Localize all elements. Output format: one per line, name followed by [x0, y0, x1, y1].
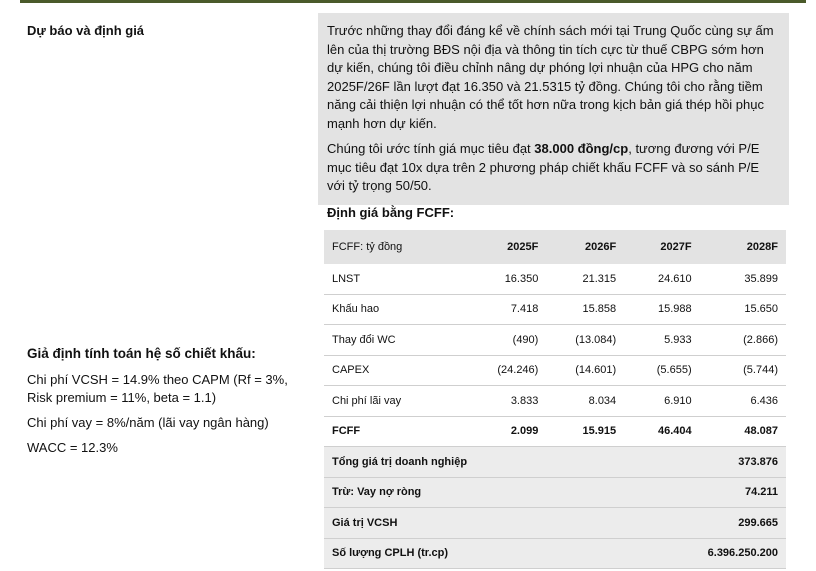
row-value: 15.858: [546, 294, 624, 325]
row-value: 2.099: [461, 416, 546, 447]
summary-value: 373.876: [700, 447, 786, 478]
row-value: 15.988: [624, 294, 699, 325]
cost-of-equity: Chi phí VCSH = 14.9% theo CAPM (Rf = 3%, Risk premium = 11%, beta = 1.1): [27, 372, 288, 405]
summary-box: [318, 13, 789, 205]
row-label: LNST: [324, 264, 461, 294]
row-value: 6.910: [624, 386, 699, 417]
header-cell: 2028F: [700, 230, 786, 264]
top-rule: [20, 0, 806, 3]
header-cell: 2025F: [461, 230, 546, 264]
row-value: 48.087: [700, 416, 786, 447]
header-cell: 2027F: [624, 230, 699, 264]
header-cell: 2026F: [546, 230, 624, 264]
table-row: [324, 355, 786, 386]
summary-text: Chúng tôi ước tính giá mục tiêu đạt: [327, 141, 535, 156]
row-value: 8.034: [546, 386, 624, 417]
row-value: 6.436: [700, 386, 786, 417]
discount-assumptions: [27, 345, 307, 464]
row-value: 35.899: [700, 264, 786, 294]
row-value: (490): [461, 325, 546, 356]
fcff-table: [324, 230, 786, 569]
row-label: FCFF: [324, 416, 461, 447]
row-value: (5.655): [624, 355, 699, 386]
summary-paragraph-1: Trước những thay đổi đáng kể về chính sách mới tại Trung Quốc cùng sự ấm lên của thị trường BĐS nội địa và thông tin tích cực từ thuế CBPG sớm hơn dự kiến, chúng tôi điều chỉnh nâng dự phóng lợi nhuận của HPG cho năm 2025F/26F lần lượt đạt 16.350 và 21.5315 tỷ đồng. Chúng tôi cho rằng tiềm năng cải thiện lợi nhuận có thể tốt hơn nữa trong kịch bản giá thép hồi phục mạnh hơn dự kiến.: [327, 23, 774, 131]
table-row: [324, 416, 786, 447]
row-value: 15.915: [546, 416, 624, 447]
row-value: 3.833: [461, 386, 546, 417]
section-title: Dự báo và định giá: [27, 23, 145, 38]
summary-label: Tổng giá trị doanh nghiệp: [324, 447, 700, 478]
summary-label: Số lượng CPLH (tr.cp): [324, 538, 700, 569]
summary-label: Trừ: Vay nợ ròng: [324, 477, 700, 508]
row-label: Khấu hao: [324, 294, 461, 325]
fcff-title: Định giá bằng FCFF:: [327, 205, 455, 220]
assumptions-heading: Giả định tính toán hệ số chiết khấu:: [27, 346, 256, 361]
row-value: 15.650: [700, 294, 786, 325]
target-price: 38.000 đồng/cp: [534, 141, 629, 156]
row-value: (5.744): [700, 355, 786, 386]
wacc: WACC = 12.3%: [27, 440, 118, 455]
row-value: (13.084): [546, 325, 624, 356]
row-value: (14.601): [546, 355, 624, 386]
summary-value: 74.211: [700, 477, 786, 508]
row-value: 21.315: [546, 264, 624, 294]
row-label: CAPEX: [324, 355, 461, 386]
table-header-row: [324, 230, 786, 264]
row-value: 7.418: [461, 294, 546, 325]
cost-of-debt: Chi phí vay = 8%/năm (lãi vay ngân hàng): [27, 415, 269, 430]
summary-value: 299.665: [700, 508, 786, 539]
row-label: Thay đổi WC: [324, 325, 461, 356]
summary-row: [324, 538, 786, 569]
row-label: Chi phí lãi vay: [324, 386, 461, 417]
summary-text: , tương đương với P/E mục tiêu đạt 10x dựa trên 2 phương pháp chiết khấu FCFF và so sánh P/E với tỷ trọng 50/50.: [327, 141, 760, 193]
summary-row: [324, 447, 786, 478]
row-value: 5.933: [624, 325, 699, 356]
summary-row: [324, 477, 786, 508]
row-value: (24.246): [461, 355, 546, 386]
row-value: (2.866): [700, 325, 786, 356]
table-row: [324, 325, 786, 356]
table-row: [324, 264, 786, 294]
header-cell: FCFF: tỷ đồng: [324, 230, 461, 264]
summary-paragraph-2: [327, 140, 777, 196]
row-value: 46.404: [624, 416, 699, 447]
summary-row: [324, 508, 786, 539]
row-value: 16.350: [461, 264, 546, 294]
table-row: [324, 294, 786, 325]
summary-label: Giá trị VCSH: [324, 508, 700, 539]
summary-value: 6.396.250.200: [700, 538, 786, 569]
table-row: [324, 386, 786, 417]
row-value: 24.610: [624, 264, 699, 294]
